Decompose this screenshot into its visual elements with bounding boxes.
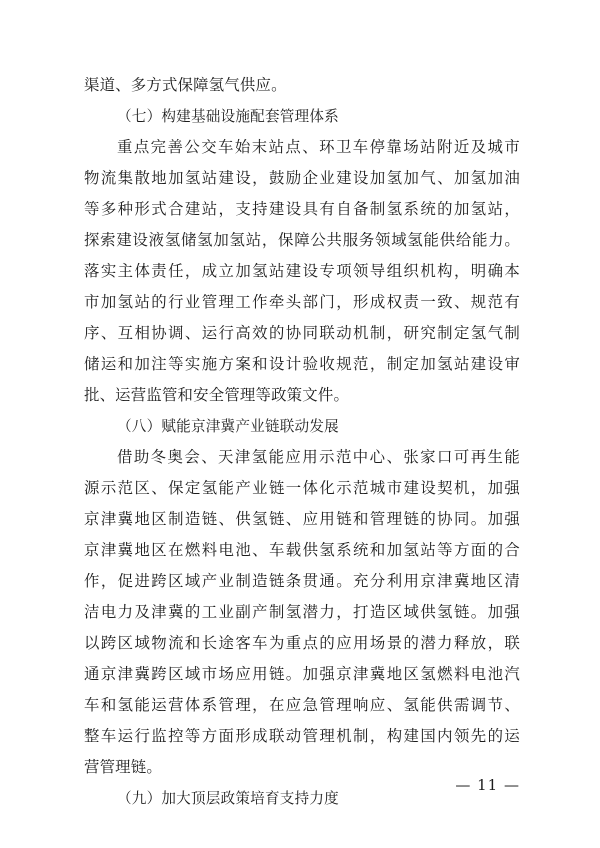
section-heading: （九）加大顶层政策培育支持力度 [117, 790, 339, 807]
paragraph-line: 通京津冀跨区域市场应用链。加强京津冀地区氢燃料电池汽 [84, 665, 520, 683]
section-heading: （七）构建基础设施配套管理体系 [117, 108, 339, 125]
paragraph-line: 批、运营监管和安全管理等政策文件。 [84, 386, 350, 404]
section-heading: （八）赋能京津冀产业链联动发展 [117, 418, 339, 435]
paragraph-line: 市加氢站的行业管理工作牵头部门，形成权责一致、规范有 [84, 293, 520, 311]
paragraph-line: 洁电力及津冀的工业副产制氢潜力，打造区域供氢链。加强 [84, 603, 520, 621]
paragraph-line: 京津冀地区制造链、供氢链、应用链和管理链的协同。加强 [84, 510, 520, 528]
body-text [84, 70, 520, 814]
paragraph-line: 序、互相协调、运行高效的协同联动机制，研究制定氢气制 [84, 324, 520, 342]
paragraph-line: 作，促进跨区域产业制造链条贯通。充分利用京津冀地区清 [84, 572, 520, 590]
paragraph-line: 京津冀地区在燃料电池、车载供氢系统和加氢站等方面的合 [84, 541, 520, 559]
paragraph-line: 等多种形式合建站，支持建设具有自备制氢系统的加氢站， [84, 200, 520, 218]
paragraph-line: 渠道、多方式保障氢气供应。 [84, 76, 287, 94]
paragraph-line: 车和氢能运营体系管理，在应急管理响应、氢能供需调节、 [84, 696, 520, 714]
paragraph-line: 物流集散地加氢站建设，鼓励企业建设加氢加气、加氢加油 [84, 169, 520, 187]
paragraph-line: 储运和加注等实施方案和设计验收规范，制定加氢站建设审 [84, 355, 520, 373]
page-number: — 11 — [455, 776, 520, 794]
paragraph-line: 探索建设液氢储氢加氢站，保障公共服务领域氢能供给能力。 [84, 231, 520, 249]
paragraph-line: 重点完善公交车始末站点、环卫车停靠场站附近及城市 [117, 138, 520, 156]
paragraph-line: 整车运行监控等方面形成联动管理机制，构建国内领先的运 [84, 727, 520, 745]
paragraph-line: 营管理链。 [84, 758, 162, 776]
paragraph-line: 借助冬奥会、天津氢能应用示范中心、张家口可再生能 [117, 448, 520, 466]
paragraph-line: 源示范区、保定氢能产业链一体化示范城市建设契机，加强 [84, 479, 520, 497]
paragraph-line: 以跨区域物流和长途客车为重点的应用场景的潜力释放，联 [84, 634, 520, 652]
paragraph-line: 落实主体责任，成立加氢站建设专项领导组织机构，明确本 [84, 262, 520, 280]
